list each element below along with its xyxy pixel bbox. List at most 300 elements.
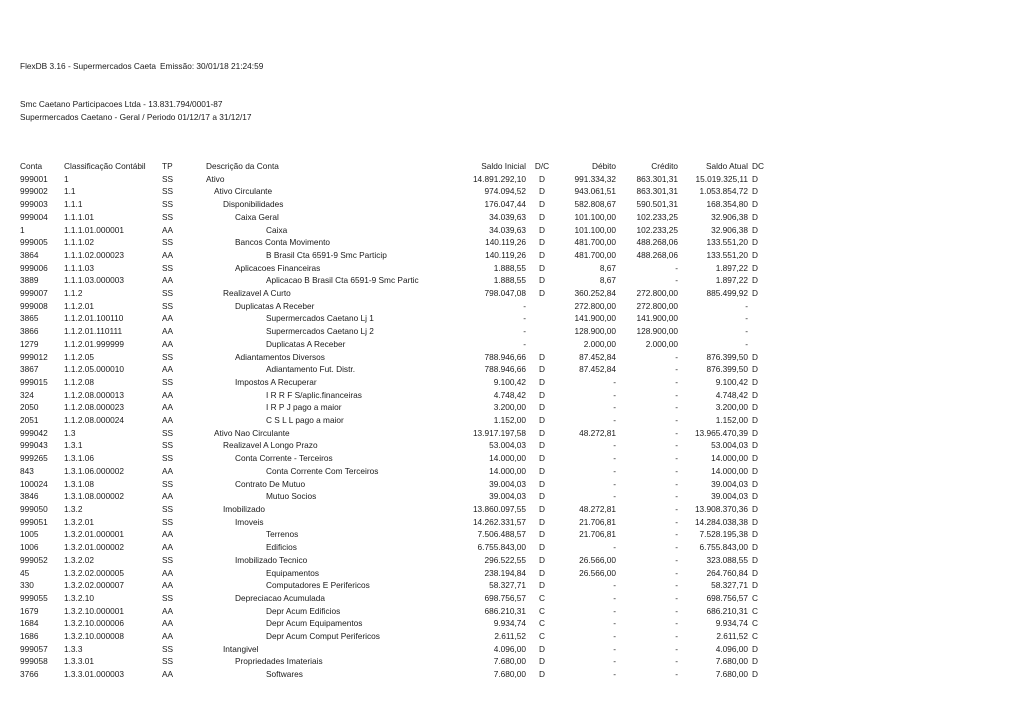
cell-dc-atual: D xyxy=(752,237,758,248)
cell-credito: - xyxy=(675,643,678,654)
cell-dc-atual: D xyxy=(752,364,758,375)
cell-dc-atual xyxy=(750,300,768,313)
cell-descricao: Aplicacao B Brasil Cta 6591-9 Smc Partic xyxy=(266,275,419,286)
cell-tp: AA xyxy=(162,275,174,286)
table-row xyxy=(18,554,768,567)
cell-saldo-inicial: 6.755.843,00 xyxy=(477,542,526,553)
cell-saldo-inicial: 2.611,52 xyxy=(494,631,526,642)
cell-saldo-atual: 13.908.370,36 xyxy=(694,503,748,514)
cell-tp: SS xyxy=(162,376,174,387)
cell-saldo-inicial: 14.000,00 xyxy=(489,465,526,476)
cell-saldo-inicial: 14.262.331,57 xyxy=(472,516,526,527)
cell-classificacao: 1.1.1.03 xyxy=(64,262,94,273)
table-row xyxy=(18,249,768,262)
cell-saldo-inicial: 798.047,08 xyxy=(484,288,526,299)
cell-dc-atual: C xyxy=(752,631,758,642)
cell-classificacao: 1.1.2 xyxy=(64,288,83,299)
cell-conta: 999012 xyxy=(20,351,48,362)
cell-conta: 999008 xyxy=(20,300,48,311)
cell-classificacao: 1.3.1.06 xyxy=(64,453,94,464)
cell-dc-inicial: D xyxy=(539,440,545,451)
cell-saldo-atual: - xyxy=(745,326,748,337)
cell-debito: 101.100,00 xyxy=(574,211,616,222)
table-row xyxy=(18,312,768,325)
table-row xyxy=(18,567,768,580)
cell-debito: - xyxy=(613,580,616,591)
cell-saldo-inicial: 1.888,55 xyxy=(493,262,526,273)
cell-saldo-atual: 7.680,00 xyxy=(715,656,748,667)
table-row xyxy=(18,490,768,503)
cell-tp: AA xyxy=(162,631,174,642)
cell-credito: - xyxy=(675,592,678,603)
table-row xyxy=(18,452,768,465)
table-row xyxy=(18,363,768,376)
cell-saldo-atual: 133.551,20 xyxy=(706,249,748,260)
cell-classificacao: 1.1 xyxy=(64,186,76,197)
cell-tp: AA xyxy=(162,338,174,349)
cell-tp: SS xyxy=(162,300,174,311)
cell-saldo-atual: 885.499,92 xyxy=(706,288,748,299)
cell-descricao: Depreciacao Acumulada xyxy=(235,592,325,603)
cell-descricao: Softwares xyxy=(266,669,303,680)
cell-saldo-inicial: 34.039,63 xyxy=(489,224,526,235)
cell-credito: - xyxy=(675,491,678,502)
cell-dc-inicial: D xyxy=(539,656,545,667)
report-emission-date: Emissão: 30/01/18 21:24:59 xyxy=(160,61,264,71)
table-row xyxy=(18,592,768,605)
cell-descricao: I R P J pago a maior xyxy=(266,402,342,413)
cell-dc-inicial: D xyxy=(539,669,545,680)
cell-debito: - xyxy=(613,415,616,426)
cell-conta: 3889 xyxy=(20,275,39,286)
cell-descricao: Realizavel A Curto xyxy=(223,288,291,299)
cell-conta: 999003 xyxy=(20,199,48,210)
cell-saldo-atual: 14.000,00 xyxy=(711,453,748,464)
cell-debito: - xyxy=(613,376,616,387)
table-row xyxy=(18,236,768,249)
cell-debito: 943.061,51 xyxy=(574,186,616,197)
cell-tp: SS xyxy=(162,199,174,210)
cell-saldo-inicial: 686.210,31 xyxy=(484,605,526,616)
cell-dc-inicial: D xyxy=(539,643,545,654)
cell-classificacao: 1.3.1.06.000002 xyxy=(64,465,124,476)
table-row xyxy=(18,630,768,643)
cell-dc-atual: D xyxy=(752,567,758,578)
cell-credito: - xyxy=(675,262,678,273)
cell-descricao: Caixa Geral xyxy=(235,211,279,222)
cell-conta: 999042 xyxy=(20,427,48,438)
cell-saldo-inicial: 53.004,03 xyxy=(489,440,526,451)
col-conta: Conta xyxy=(20,161,43,171)
cell-credito: 488.268,06 xyxy=(636,249,678,260)
cell-credito: - xyxy=(675,605,678,616)
cell-credito: 272.800,00 xyxy=(636,288,678,299)
cell-saldo-atual: - xyxy=(745,300,748,311)
cell-saldo-inicial: 9.100,42 xyxy=(493,376,526,387)
cell-saldo-atual: 9.934,74 xyxy=(715,618,748,629)
cell-classificacao: 1.1.2.05 xyxy=(64,351,94,362)
cell-tp: SS xyxy=(162,478,174,489)
cell-tp: AA xyxy=(162,364,174,375)
cell-credito: - xyxy=(675,669,678,680)
cell-conta: 3864 xyxy=(20,249,39,260)
cell-saldo-inicial: 34.039,63 xyxy=(489,211,526,222)
cell-credito: - xyxy=(675,503,678,514)
cell-saldo-atual: 698.756,57 xyxy=(706,592,748,603)
cell-classificacao: 1 xyxy=(64,173,69,184)
cell-dc-inicial xyxy=(528,300,556,313)
cell-classificacao: 1.3.2.02.000005 xyxy=(64,567,124,578)
cell-tp: SS xyxy=(162,503,174,514)
cell-debito: 87.452,84 xyxy=(579,351,616,362)
cell-conta: 330 xyxy=(20,580,34,591)
cell-descricao: Computadores E Perifericos xyxy=(266,580,370,591)
cell-saldo-atual: 32.906,38 xyxy=(711,211,748,222)
cell-saldo-inicial: 7.680,00 xyxy=(493,656,526,667)
cell-classificacao: 1.3.2.10 xyxy=(64,592,94,603)
table-row xyxy=(18,389,768,402)
cell-debito: 26.566,00 xyxy=(579,554,616,565)
cell-classificacao: 1.3.1.08 xyxy=(64,478,94,489)
cell-classificacao: 1.1.1.01.000001 xyxy=(64,224,124,235)
cell-descricao: Propriedades Imateriais xyxy=(235,656,323,667)
cell-dc-inicial: D xyxy=(539,580,545,591)
cell-saldo-atual: 14.000,00 xyxy=(711,465,748,476)
cell-debito: - xyxy=(613,542,616,553)
cell-debito: 8,67 xyxy=(599,275,616,286)
cell-dc-atual: D xyxy=(752,554,758,565)
cell-conta: 2051 xyxy=(20,415,39,426)
cell-classificacao: 1.3.2.01.000001 xyxy=(64,529,124,540)
cell-saldo-atual: 1.152,00 xyxy=(715,415,748,426)
cell-dc-inicial: D xyxy=(539,415,545,426)
cell-conta: 843 xyxy=(20,465,34,476)
cell-saldo-atual: 686.210,31 xyxy=(706,605,748,616)
cell-classificacao: 1.3.3.01 xyxy=(64,656,94,667)
cell-descricao: Supermercados Caetano Lj 1 xyxy=(266,313,374,324)
cell-tp: AA xyxy=(162,618,174,629)
cell-descricao: Duplicatas A Receber xyxy=(235,300,315,311)
cell-classificacao: 1.1.1 xyxy=(64,199,83,210)
cell-saldo-inicial: 4.096,00 xyxy=(493,643,526,654)
cell-descricao: C S L L pago a maior xyxy=(266,415,344,426)
cell-debito: 360.252,84 xyxy=(574,288,616,299)
cell-tp: AA xyxy=(162,313,174,324)
cell-classificacao: 1.1.2.01.999999 xyxy=(64,338,124,349)
cell-tp: AA xyxy=(162,465,174,476)
cell-conta: 999043 xyxy=(20,440,48,451)
cell-classificacao: 1.1.2.08.000024 xyxy=(64,415,124,426)
company-name: Smc Caetano Participacoes Ltda - 13.831.794/0001-87 xyxy=(20,99,223,109)
cell-credito: - xyxy=(675,631,678,642)
cell-classificacao: 1.1.2.01 xyxy=(64,300,94,311)
cell-debito: 991.334,32 xyxy=(574,173,616,184)
cell-dc-atual: D xyxy=(752,275,758,286)
cell-credito: - xyxy=(675,402,678,413)
cell-credito: - xyxy=(675,427,678,438)
cell-dc-atual: D xyxy=(752,656,758,667)
table-row xyxy=(18,579,768,592)
cell-debito: - xyxy=(613,465,616,476)
cell-dc-atual: C xyxy=(752,605,758,616)
cell-credito: - xyxy=(675,275,678,286)
cell-conta: 999050 xyxy=(20,503,48,514)
cell-credito: - xyxy=(675,580,678,591)
table-row xyxy=(18,605,768,618)
cell-dc-atual: D xyxy=(752,465,758,476)
cell-saldo-inicial: 14.000,00 xyxy=(489,453,526,464)
cell-classificacao: 1.1.1.02 xyxy=(64,237,94,248)
cell-dc-atual xyxy=(750,325,768,338)
cell-saldo-inicial: 7.680,00 xyxy=(493,669,526,680)
cell-debito: - xyxy=(613,389,616,400)
cell-dc-inicial: C xyxy=(539,605,545,616)
cell-dc-inicial: D xyxy=(539,249,545,260)
cell-debito: 481.700,00 xyxy=(574,237,616,248)
cell-conta: 3867 xyxy=(20,364,39,375)
cell-credito: - xyxy=(675,567,678,578)
cell-tp: AA xyxy=(162,224,174,235)
cell-conta: 999005 xyxy=(20,237,48,248)
cell-dc-inicial: D xyxy=(539,288,545,299)
cell-saldo-atual: 32.906,38 xyxy=(711,224,748,235)
cell-dc-atual: D xyxy=(752,503,758,514)
cell-descricao: Edificios xyxy=(266,542,297,553)
cell-descricao: Aplicacoes Financeiras xyxy=(235,262,321,273)
cell-dc-atual: D xyxy=(752,199,758,210)
col-descricao: Descrição da Conta xyxy=(206,161,279,171)
cell-descricao: Disponibilidades xyxy=(223,199,284,210)
cell-dc-inicial: D xyxy=(539,529,545,540)
cell-saldo-atual: 1.897,22 xyxy=(715,262,748,273)
cell-dc-inicial: D xyxy=(539,211,545,222)
cell-saldo-atual: 1.053.854,72 xyxy=(699,186,748,197)
cell-conta: 3865 xyxy=(20,313,39,324)
cell-saldo-inicial: - xyxy=(523,313,526,324)
cell-saldo-inicial: 140.119,26 xyxy=(485,237,526,248)
cell-conta: 999004 xyxy=(20,211,48,222)
cell-classificacao: 1.3.2.02.000007 xyxy=(64,580,124,591)
cell-credito: - xyxy=(675,364,678,375)
cell-descricao: Terrenos xyxy=(266,529,299,540)
cell-descricao: Depr Acum Edificios xyxy=(266,605,341,616)
table-row xyxy=(18,325,768,338)
table-row xyxy=(18,211,768,224)
table-row xyxy=(18,427,768,440)
cell-saldo-inicial: 788.946,66 xyxy=(484,351,526,362)
cell-debito: 582.808,67 xyxy=(574,199,616,210)
cell-dc-atual: C xyxy=(752,592,758,603)
cell-saldo-inicial: - xyxy=(523,300,526,311)
table-row xyxy=(18,300,768,313)
cell-tp: AA xyxy=(162,389,174,400)
cell-debito: 87.452,84 xyxy=(579,364,616,375)
cell-tp: SS xyxy=(162,656,174,667)
col-dc-inicial: D/C xyxy=(534,161,550,171)
cell-dc-atual xyxy=(750,338,768,351)
cell-debito: 8,67 xyxy=(599,262,616,273)
cell-saldo-inicial: 39.004,03 xyxy=(489,478,526,489)
cell-dc-inicial: D xyxy=(539,402,545,413)
cell-dc-atual: D xyxy=(752,542,758,553)
cell-dc-inicial: D xyxy=(539,351,545,362)
cell-tp: SS xyxy=(162,554,174,565)
cell-tp: AA xyxy=(162,529,174,540)
table-row xyxy=(18,173,768,186)
cell-saldo-atual: 2.611,52 xyxy=(716,631,748,642)
cell-dc-inicial xyxy=(528,338,556,351)
cell-saldo-inicial: 1.888,55 xyxy=(493,275,526,286)
cell-descricao: Duplicatas A Receber xyxy=(266,338,346,349)
cell-dc-atual: D xyxy=(752,643,758,654)
trial-balance-table xyxy=(18,160,768,681)
cell-classificacao: 1.3.2.01 xyxy=(64,516,94,527)
cell-debito: 26.566,00 xyxy=(579,567,616,578)
cell-descricao: Impostos A Recuperar xyxy=(235,376,317,387)
cell-dc-inicial: D xyxy=(539,275,545,286)
cell-dc-atual: D xyxy=(752,211,758,222)
cell-classificacao: 1.3.2.10.000001 xyxy=(64,605,124,616)
cell-conta: 1005 xyxy=(20,529,39,540)
cell-saldo-inicial: 3.200,00 xyxy=(493,402,526,413)
cell-saldo-inicial: 13.860.097,55 xyxy=(472,503,526,514)
cell-dc-inicial: D xyxy=(539,542,545,553)
cell-dc-inicial: D xyxy=(539,224,545,235)
cell-conta: 1 xyxy=(20,224,25,235)
cell-debito: 2.000,00 xyxy=(583,338,616,349)
col-classificacao: Classificação Contábil xyxy=(64,161,146,171)
cell-credito: - xyxy=(675,376,678,387)
cell-credito: - xyxy=(675,529,678,540)
cell-descricao: Intangivel xyxy=(223,643,259,654)
cell-dc-atual: D xyxy=(752,415,758,426)
cell-classificacao: 1.3 xyxy=(64,427,76,438)
cell-tp: AA xyxy=(162,669,174,680)
cell-debito: 128.900,00 xyxy=(574,326,616,337)
cell-conta: 999055 xyxy=(20,592,48,603)
cell-tp: SS xyxy=(162,643,174,654)
table-row xyxy=(18,465,768,478)
cell-credito: - xyxy=(675,478,678,489)
cell-dc-atual: D xyxy=(752,478,758,489)
cell-saldo-inicial: 974.094,52 xyxy=(484,186,526,197)
cell-descricao: Ativo Circulante xyxy=(214,186,273,197)
cell-saldo-atual: - xyxy=(745,338,748,349)
cell-descricao: Supermercados Caetano Lj 2 xyxy=(266,326,374,337)
cell-dc-inicial: D xyxy=(539,389,545,400)
cell-dc-inicial: D xyxy=(539,262,545,273)
cell-saldo-atual: 39.004,03 xyxy=(711,491,748,502)
cell-tp: SS xyxy=(162,427,174,438)
cell-classificacao: 1.1.2.01.110111 xyxy=(64,326,123,337)
cell-credito: - xyxy=(675,542,678,553)
cell-saldo-atual: 6.755.843,00 xyxy=(699,542,748,553)
table-row xyxy=(18,185,768,198)
table-row xyxy=(18,401,768,414)
cell-credito: 128.900,00 xyxy=(636,326,678,337)
cell-conta: 1006 xyxy=(20,542,39,553)
cell-dc-atual: D xyxy=(752,173,758,184)
cell-debito: - xyxy=(613,453,616,464)
col-debito: Débito xyxy=(592,161,616,171)
cell-saldo-inicial: 39.004,03 xyxy=(489,491,526,502)
cell-saldo-atual: 4.096,00 xyxy=(715,643,748,654)
cell-debito: - xyxy=(613,669,616,680)
cell-conta: 1679 xyxy=(20,605,39,616)
cell-debito: - xyxy=(613,656,616,667)
cell-descricao: Conta Corrente Com Terceiros xyxy=(266,465,379,476)
table-row xyxy=(18,655,768,668)
cell-conta: 1686 xyxy=(20,631,39,642)
cell-saldo-inicial: 4.748,42 xyxy=(493,389,526,400)
cell-saldo-inicial: 698.756,57 xyxy=(484,592,526,603)
cell-credito: - xyxy=(675,389,678,400)
cell-dc-inicial: D xyxy=(539,376,545,387)
cell-conta: 100024 xyxy=(20,478,48,489)
cell-debito: 101.100,00 xyxy=(574,224,616,235)
cell-conta: 2050 xyxy=(20,402,39,413)
cell-descricao: Equipamentos xyxy=(266,567,320,578)
cell-saldo-atual: 876.399,50 xyxy=(706,351,748,362)
table-row xyxy=(18,376,768,389)
cell-saldo-atual: 1.897,22 xyxy=(715,275,748,286)
cell-credito: 272.800,00 xyxy=(636,300,678,311)
cell-saldo-atual: 9.100,42 xyxy=(715,376,748,387)
table-row xyxy=(18,617,768,630)
cell-tp: SS xyxy=(162,211,174,222)
cell-saldo-atual: - xyxy=(745,313,748,324)
table-row xyxy=(18,516,768,529)
cell-dc-inicial: D xyxy=(539,478,545,489)
col-dc-atual: DC xyxy=(752,161,764,171)
cell-saldo-atual: 264.760,84 xyxy=(706,567,748,578)
cell-conta: 999052 xyxy=(20,554,48,565)
cell-credito: 2.000,00 xyxy=(645,338,678,349)
cell-dc-inicial: D xyxy=(539,199,545,210)
cell-dc-inicial xyxy=(528,312,556,325)
cell-saldo-inicial: 788.946,66 xyxy=(484,364,526,375)
cell-debito: 481.700,00 xyxy=(574,249,616,260)
cell-dc-atual: C xyxy=(752,618,758,629)
table-row xyxy=(18,274,768,287)
cell-conta: 999001 xyxy=(20,173,48,184)
cell-saldo-inicial: 13.917.197,58 xyxy=(472,427,526,438)
cell-saldo-atual: 133.551,20 xyxy=(706,237,748,248)
cell-tp: SS xyxy=(162,351,174,362)
cell-tp: SS xyxy=(162,453,174,464)
cell-dc-atual xyxy=(750,312,768,325)
cell-saldo-inicial: 140.119,26 xyxy=(485,249,526,260)
cell-classificacao: 1.1.2.08.000023 xyxy=(64,402,124,413)
cell-dc-atual: D xyxy=(752,262,758,273)
cell-dc-inicial: C xyxy=(539,592,545,603)
cell-debito: 21.706,81 xyxy=(579,529,616,540)
cell-tp: SS xyxy=(162,288,174,299)
cell-tp: AA xyxy=(162,542,174,553)
report-app-title: FlexDB 3.16 - Supermercados Caeta xyxy=(20,61,157,71)
cell-credito: - xyxy=(675,440,678,451)
table-row xyxy=(18,414,768,427)
cell-dc-atual: D xyxy=(752,288,758,299)
table-row xyxy=(18,287,768,300)
cell-conta: 999058 xyxy=(20,656,48,667)
cell-saldo-atual: 14.284.038,38 xyxy=(694,516,748,527)
cell-dc-inicial: D xyxy=(539,465,545,476)
cell-conta: 999265 xyxy=(20,453,48,464)
cell-dc-inicial: C xyxy=(539,631,545,642)
cell-classificacao: 1.3.2.10.000008 xyxy=(64,631,124,642)
cell-credito: - xyxy=(675,465,678,476)
